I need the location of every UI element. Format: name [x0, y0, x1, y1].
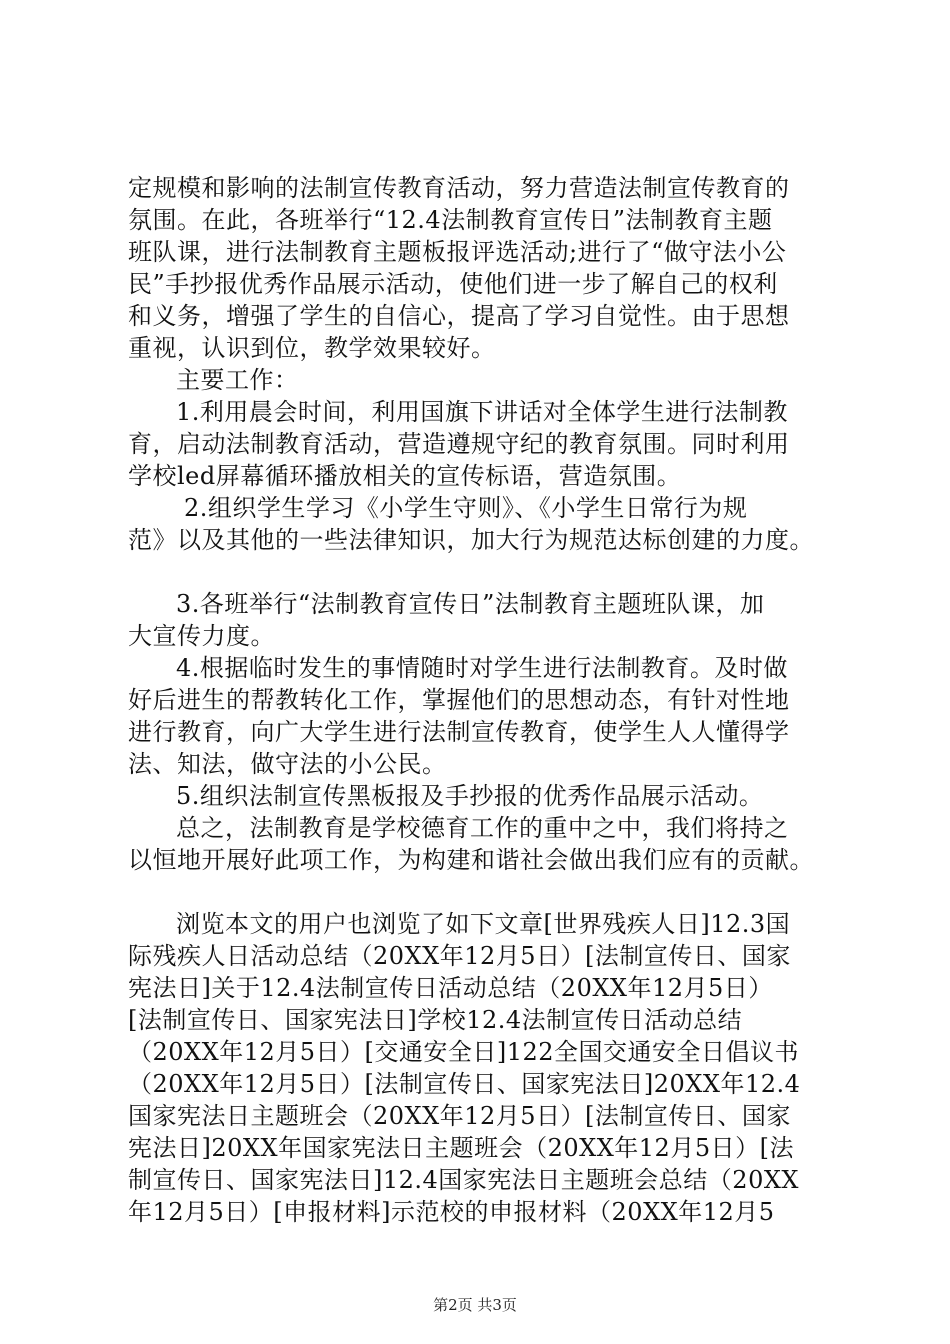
- item-3-line: 3.各班举行“法制教育宣传日”法制教育主题班队课，加: [176, 590, 765, 618]
- page-number-footer: 第2页 共3页: [433, 1296, 517, 1314]
- summary-line: 总之，法制教育是学校德育工作的重中之中，我们将持之: [176, 814, 789, 842]
- related-articles-line: [法制宣传日、国家宪法日]学校12.4法制宣传日活动总结: [128, 1006, 743, 1034]
- related-articles-line: 宪法日]20XX年国家宪法日主题班会（20XX年12月5日）[法: [128, 1134, 794, 1162]
- item-1-line: 1.利用晨会时间，利用国旗下讲话对全体学生进行法制教: [176, 398, 788, 426]
- item-4-line: 4.根据临时发生的事情随时对学生进行法制教育。及时做: [176, 654, 788, 682]
- blank-line: [128, 556, 838, 588]
- intro-line: 班队课，进行法制教育主题板报评选活动;进行了“做守法小公: [128, 238, 787, 266]
- intro-line: 和义务，增强了学生的自信心，提高了学习自觉性。由于思想: [128, 302, 790, 330]
- related-articles-line: 国家宪法日主题班会（20XX年12月5日）[法制宣传日、国家: [128, 1102, 791, 1130]
- related-articles-line: 际残疾人日活动总结（20XX年12月5日）[法制宣传日、国家: [128, 942, 791, 970]
- item-5-line: 5.组织法制宣传黑板报及手抄报的优秀作品展示活动。: [176, 782, 764, 810]
- item-1-line: 学校led屏幕循环播放相关的宣传标语，营造氛围。: [128, 462, 682, 490]
- intro-line: 定规模和影响的法制宣传教育活动，努力营造法制宣传教育的: [128, 174, 790, 202]
- related-articles-line: （20XX年12月5日）[法制宣传日、国家宪法日]20XX年12.4: [128, 1070, 801, 1098]
- section-heading: 主要工作：: [176, 366, 299, 394]
- intro-line: 氛围。在此，各班举行“12.4法制教育宣传日”法制教育主题: [128, 206, 773, 234]
- blank-line: [128, 876, 838, 908]
- related-articles-line: 宪法日]关于12.4法制宣传日活动总结（20XX年12月5日）: [128, 974, 773, 1002]
- item-4-line: 法、知法，做守法的小公民。: [128, 750, 447, 778]
- item-2-line: 2.组织学生学习《小学生守则》、《小学生日常行为规: [184, 494, 748, 522]
- item-4-line: 好后进生的帮教转化工作，掌握他们的思想动态，有针对性地: [128, 686, 790, 714]
- related-articles-line: 制宣传日、国家宪法日]12.4国家宪法日主题班会总结（20XX: [128, 1166, 800, 1194]
- document-body: [128, 172, 838, 1228]
- intro-line: 重视，认识到位，教学效果较好。: [128, 334, 496, 362]
- related-articles-line: （20XX年12月5日）[交通安全日]122全国交通安全日倡议书: [128, 1038, 800, 1066]
- related-articles-line: 浏览本文的用户也浏览了如下文章[世界残疾人日]12.3国: [176, 910, 791, 938]
- intro-line: 民”手抄报优秀作品展示活动，使他们进一步了解自己的权利: [128, 270, 778, 298]
- item-4-line: 进行教育，向广大学生进行法制宣传教育，使学生人人懂得学: [128, 718, 790, 746]
- item-3-line: 大宣传力度。: [128, 622, 275, 650]
- related-articles-line: 年12月5日）[申报材料]示范校的申报材料（20XX年12月5: [128, 1198, 775, 1226]
- item-2-line: 范》以及其他的一些法律知识，加大行为规范达标创建的力度。: [128, 526, 814, 554]
- item-1-line: 育，启动法制教育活动，营造遵规守纪的教育氛围。同时利用: [128, 430, 790, 458]
- summary-line: 以恒地开展好此项工作，为构建和谐社会做出我们应有的贡献。: [128, 846, 814, 874]
